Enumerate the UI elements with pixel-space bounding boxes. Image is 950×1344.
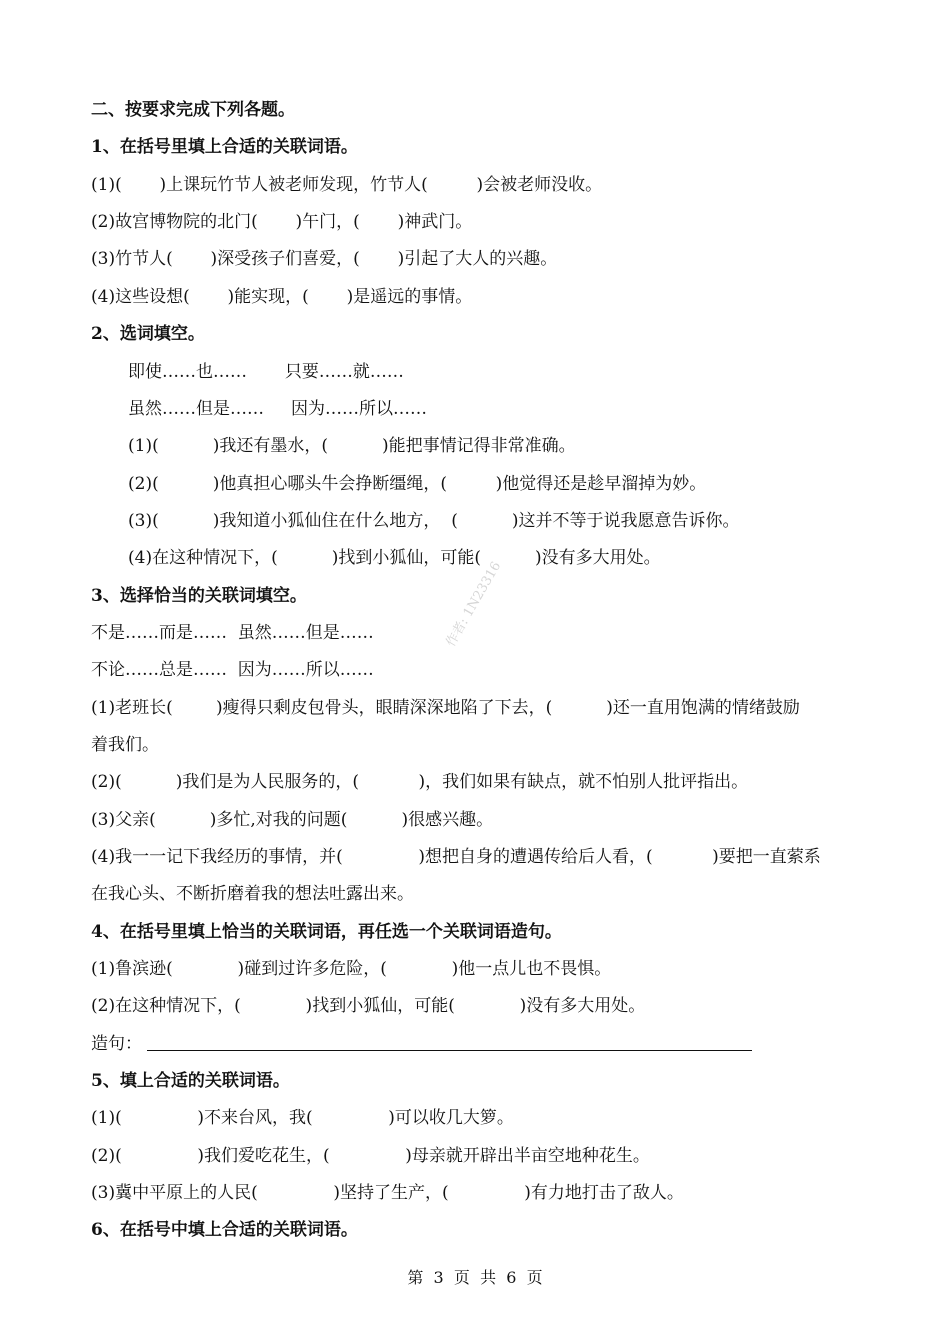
- question-3-options-2: 不论……总是…… 因为……所以……: [91, 660, 374, 680]
- question-2-title: 2、选词填空。: [91, 324, 205, 344]
- question-3-title: 3、选择恰当的关联词填空。: [91, 586, 307, 606]
- question-1-item-4: (4)这些设想( )能实现，( )是遥远的事情。: [91, 287, 473, 307]
- question-6-title: 6、在括号中填上合适的关联词语。: [91, 1220, 358, 1240]
- question-4-title: 4、在括号里填上恰当的关联词语，再任选一个关联词语造句。: [91, 922, 562, 942]
- question-3-item-1-cont: 着我们。: [91, 735, 159, 755]
- question-2-options-1: 即使……也…… 只要……就……: [128, 362, 404, 382]
- watermark: 作者: 1N23316: [443, 559, 505, 650]
- page-footer: 第 3 页 共 6 页: [407, 1268, 543, 1287]
- question-2-item-3: (3)( )我知道小狐仙住在什么地方， ( )这并不等于说我愿意告诉你。: [128, 511, 740, 531]
- sentence-label: 造句：: [91, 1034, 142, 1054]
- question-5-item-2: (2)( )我们爱吃花生，( )母亲就开辟出半亩空地种花生。: [91, 1146, 650, 1166]
- question-2-item-2: (2)( )他真担心哪头牛会挣断缰绳，( )他觉得还是趁早溜掉为妙。: [128, 474, 707, 494]
- page-section-title: 二、按要求完成下列各题。: [91, 100, 295, 120]
- question-4-item-2: (2)在这种情况下，( )找到小狐仙，可能( )没有多大用处。: [91, 996, 646, 1016]
- question-5-item-3: (3)冀中平原上的人民( )坚持了生产，( )有力地打击了敌人。: [91, 1183, 684, 1203]
- sentence-answer-line[interactable]: [147, 1050, 752, 1051]
- question-3-item-3: (3)父亲( )多忙,对我的问题( )很感兴趣。: [91, 810, 494, 830]
- question-3-item-4-cont: 在我心头、不断折磨着我的想法吐露出来。: [91, 884, 414, 904]
- question-1-item-1: (1)( )上课玩竹节人被老师发现，竹节人( )会被老师没收。: [91, 175, 603, 195]
- question-4-item-1: (1)鲁滨逊( )碰到过许多危险，( )他一点儿也不畏惧。: [91, 959, 612, 979]
- question-3-options-1: 不是……而是…… 虽然……但是……: [91, 623, 374, 643]
- question-2-item-4: (4)在这种情况下，( )找到小狐仙，可能( )没有多大用处。: [128, 548, 661, 568]
- question-3-item-1: (1)老班长( )瘦得只剩皮包骨头，眼睛深深地陷了下去，( )还一直用饱满的情绪鼓励: [91, 698, 800, 718]
- question-3-item-2: (2)( )我们是为人民服务的，( )，我们如果有缺点，就不怕别人批评指出。: [91, 772, 749, 792]
- question-1-title: 1、在括号里填上合适的关联词语。: [91, 137, 358, 157]
- question-1-item-3: (3)竹节人( )深受孩子们喜爱，( )引起了大人的兴趣。: [91, 249, 558, 269]
- question-2-options-2: 虽然……但是…… 因为……所以……: [128, 399, 428, 419]
- question-3-item-4: (4)我一一记下我经历的事情，并( )想把自身的遭遇传给后人看，( )要把一直萦系: [91, 847, 821, 867]
- question-5-item-1: (1)( )不来台风，我( )可以收几大箩。: [91, 1108, 514, 1128]
- question-5-title: 5、填上合适的关联词语。: [91, 1071, 290, 1091]
- question-2-item-1: (1)( )我还有墨水，( )能把事情记得非常准确。: [128, 436, 576, 456]
- question-1-item-2: (2)故宫博物院的北门( )午门，( )神武门。: [91, 212, 473, 232]
